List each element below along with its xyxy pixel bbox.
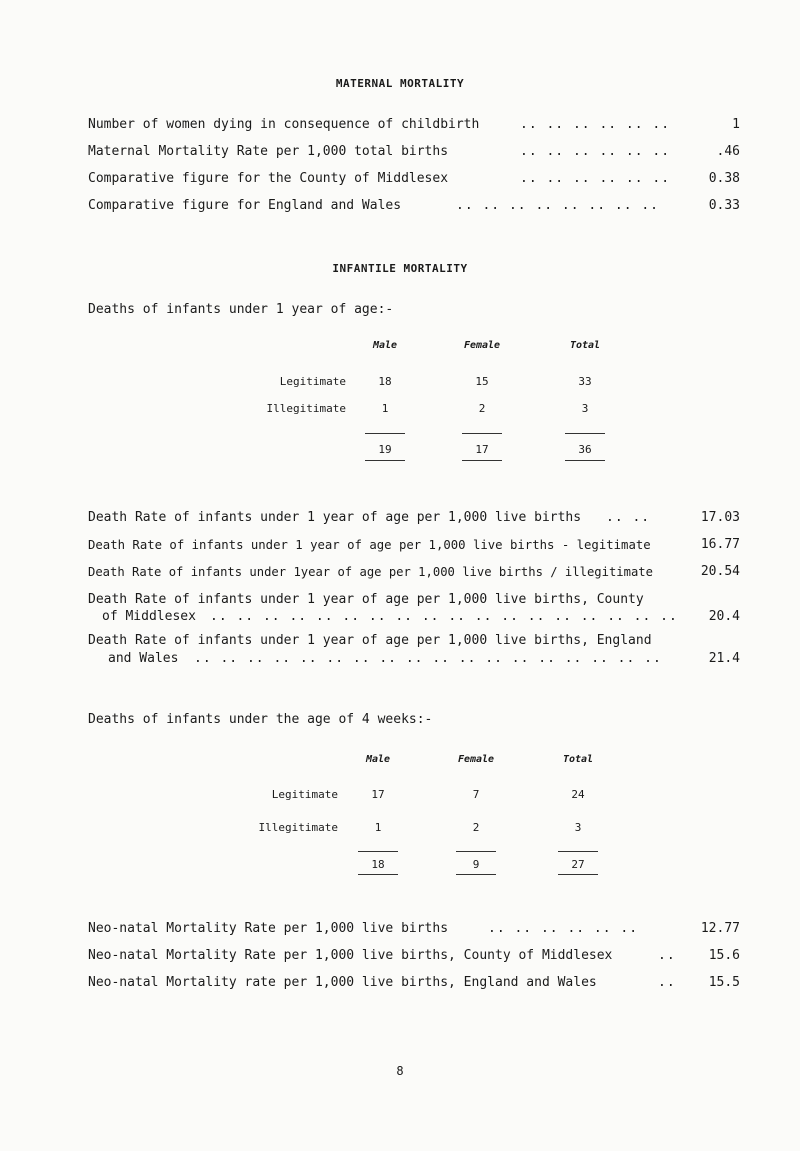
row-value: 0.33 xyxy=(708,198,740,213)
total-rule xyxy=(565,460,605,461)
infants-under-4-weeks-intro: Deaths of infants under the age of 4 weeks:- xyxy=(88,712,433,727)
total-rule xyxy=(462,433,502,434)
total-cell: 19 xyxy=(378,443,392,456)
cell: 24 xyxy=(571,788,585,801)
total-cell: 18 xyxy=(371,858,385,871)
infantile-heading: INFANTILE MORTALITY xyxy=(332,262,468,275)
cell: 2 xyxy=(478,402,486,415)
row-value: 17.03 xyxy=(700,510,740,525)
row-label-continued: of Middlesex xyxy=(102,609,196,624)
row-value: 1 xyxy=(732,117,740,132)
total-rule xyxy=(358,851,398,852)
cell: 18 xyxy=(378,375,392,388)
death-rate-row-county: Death Rate of infants under 1 year of age per 1,000 live births, County xyxy=(88,592,644,607)
col-head-male: Male xyxy=(365,754,391,765)
row-value: 16.77 xyxy=(700,537,740,552)
row-label-illegitimate: Illegitimate xyxy=(266,402,346,415)
total-rule xyxy=(462,460,502,461)
cell: 33 xyxy=(578,375,592,388)
row-label-illegitimate: Illegitimate xyxy=(258,821,338,834)
col-head-total: Total xyxy=(569,340,601,351)
page-number: 8 xyxy=(396,1064,404,1078)
row-value: .46 xyxy=(716,144,740,159)
cell: 3 xyxy=(581,402,589,415)
cell: 17 xyxy=(371,788,385,801)
row-value: 20.54 xyxy=(700,564,740,579)
total-rule xyxy=(456,874,496,875)
leader-dots: .. .. .. .. .. .. xyxy=(520,117,671,132)
row-label: Neo-natal Mortality Rate per 1,000 live births xyxy=(88,921,449,936)
row-value: 20.4 xyxy=(708,609,740,624)
total-rule xyxy=(456,851,496,852)
total-rule xyxy=(558,874,598,875)
row-value: 15.5 xyxy=(708,975,740,990)
leader-dots: .. .. xyxy=(606,510,651,525)
row-label: Death Rate of infants under 1year of age per 1,000 live births / illegitimate xyxy=(88,565,653,579)
total-rule xyxy=(558,851,598,852)
row-label-legitimate: Legitimate xyxy=(271,788,338,801)
total-cell: 27 xyxy=(571,858,585,871)
maternal-heading: MATERNAL MORTALITY xyxy=(335,77,465,90)
total-rule xyxy=(365,433,405,434)
leader-dots: .. .. .. .. .. .. .. .. xyxy=(456,198,660,213)
total-rule xyxy=(358,874,398,875)
total-cell: 36 xyxy=(578,443,592,456)
total-cell: 9 xyxy=(472,858,480,871)
leader-dots: .. .. .. .. .. .. xyxy=(520,171,671,186)
row-value: 0.38 xyxy=(708,171,740,186)
row-value: 12.77 xyxy=(700,921,740,936)
cell: 7 xyxy=(472,788,480,801)
leader-dots: .. xyxy=(658,975,676,990)
row-label: Neo-natal Mortality Rate per 1,000 live births, County of Middlesex xyxy=(88,948,613,963)
row-label: Neo-natal Mortality rate per 1,000 live births, England and Wales xyxy=(88,975,597,990)
cell: 2 xyxy=(472,821,480,834)
leader-dots: .. .. .. .. .. .. xyxy=(520,144,671,159)
row-label: Death Rate of infants under 1 year of age per 1,000 live births xyxy=(88,510,582,525)
col-head-female: Female xyxy=(457,754,495,765)
col-head-male: Male xyxy=(372,340,398,351)
total-rule xyxy=(365,460,405,461)
cell: 1 xyxy=(374,821,382,834)
row-value: 21.4 xyxy=(708,651,740,666)
row-label: Comparative figure for England and Wales xyxy=(88,198,402,213)
col-head-female: Female xyxy=(463,340,501,351)
row-label: Comparative figure for the County of Middlesex xyxy=(88,171,449,186)
leader-dots: .. .. .. .. .. .. .. .. .. .. .. .. .. .. .. .. .. .. xyxy=(210,609,678,624)
row-label-continued: and Wales xyxy=(108,651,179,666)
death-rate-row-england: Death Rate of infants under 1 year of age per 1,000 live births, England xyxy=(88,633,652,648)
cell: 1 xyxy=(381,402,389,415)
cell: 15 xyxy=(475,375,489,388)
cell: 3 xyxy=(574,821,582,834)
row-label: Number of women dying in consequence of childbirth xyxy=(88,117,480,132)
total-cell: 17 xyxy=(475,443,489,456)
row-label: Death Rate of infants under 1 year of age per 1,000 live births - legitimate xyxy=(88,538,651,552)
row-label-legitimate: Legitimate xyxy=(279,375,346,388)
leader-dots: .. .. .. .. .. .. .. .. .. .. .. .. .. .. .. .. .. .. xyxy=(194,651,662,666)
row-label: Maternal Mortality Rate per 1,000 total births xyxy=(88,144,449,159)
infants-under-1-intro: Deaths of infants under 1 year of age:- xyxy=(88,302,394,317)
total-rule xyxy=(565,433,605,434)
row-value: 15.6 xyxy=(708,948,740,963)
leader-dots: .. .. .. .. .. .. xyxy=(488,921,639,936)
leader-dots: .. xyxy=(658,948,676,963)
col-head-total: Total xyxy=(562,754,594,765)
